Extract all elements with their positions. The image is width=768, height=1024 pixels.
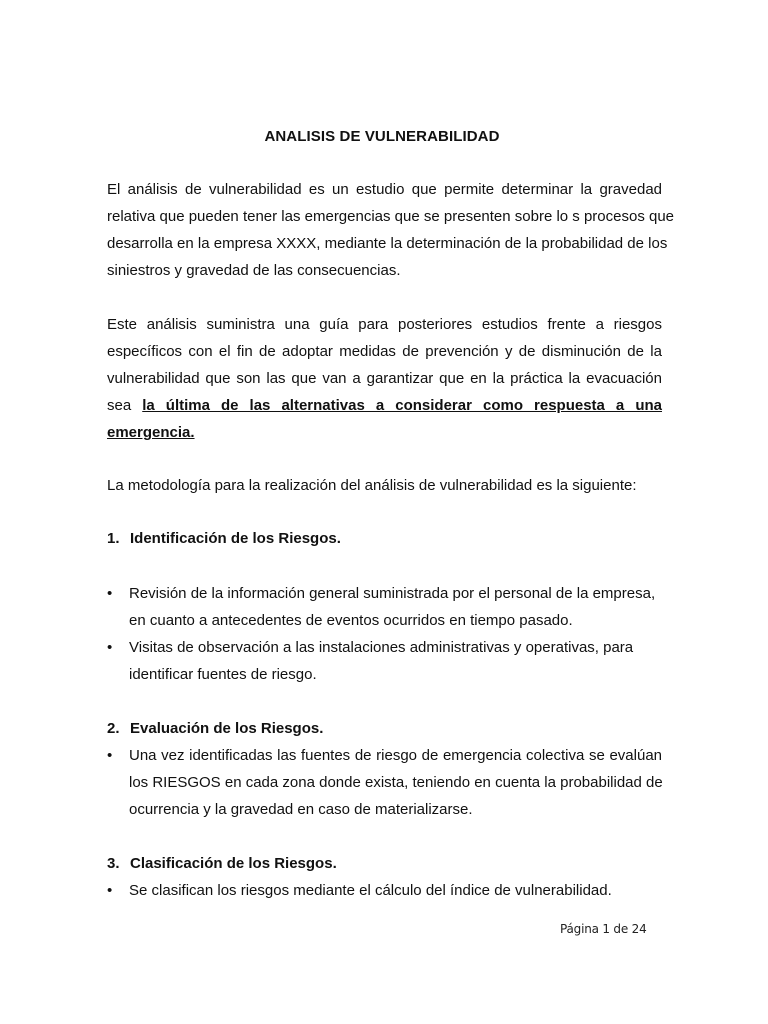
paragraph-intro — [107, 176, 675, 284]
bullet-list-classification — [107, 877, 662, 904]
bullet-icon: • — [107, 882, 113, 899]
paragraph-line: siniestros y gravedad de las consecuencias. — [107, 262, 401, 279]
paragraph-line: Este análisis suministra una guía para posteriores estudios frente a riesgos — [107, 316, 662, 333]
paragraph-line-emphasis — [107, 392, 662, 419]
list-item-line: ocurrencia y la gravedad en caso de materializarse. — [129, 801, 473, 818]
section-heading-identification — [107, 525, 341, 552]
paragraph-line: El análisis de vulnerabilidad es un estudio que permite determinar la gravedad — [107, 181, 662, 198]
list-item-line: Se clasifican los riesgos mediante el cálculo del índice de vulnerabilidad. — [129, 882, 612, 899]
section-title: Clasificación de los Riesgos. — [130, 855, 337, 872]
bullet-list-evaluation — [107, 742, 662, 823]
list-item-line: los RIESGOS en cada zona donde exista, teniendo en cuenta la probabilidad de — [129, 774, 663, 791]
emphasis-text: emergencia. — [107, 424, 195, 441]
line-prefix: sea — [107, 397, 143, 414]
bullet-icon: • — [107, 639, 113, 656]
section-number: 3. — [107, 855, 120, 872]
emphasis-text: la última de las alternativas a considerar como respuesta a una — [142, 397, 662, 414]
document-title: ANALISIS DE VULNERABILIDAD — [264, 128, 500, 145]
list-item-line: Una vez identificadas las fuentes de riesgo de emergencia colectiva se evalúan — [129, 747, 662, 764]
paragraph-methodology — [107, 472, 662, 499]
list-item-line: en cuanto a antecedentes de eventos ocurridos en tiempo pasado. — [129, 612, 573, 629]
bullet-icon: • — [107, 585, 113, 602]
bullet-list-identification — [107, 580, 662, 688]
paragraph-line: desarrolla en la empresa XXXX, mediante la determinación de la probabilidad de los — [107, 235, 668, 252]
list-item-line: identificar fuentes de riesgo. — [129, 666, 317, 683]
section-heading-classification — [107, 850, 337, 877]
bullet-icon: • — [107, 747, 113, 764]
section-title: Evaluación de los Riesgos. — [130, 720, 324, 737]
paragraph-line: La metodología para la realización del análisis de vulnerabilidad es la siguiente: — [107, 477, 637, 494]
list-item-line: Visitas de observación a las instalaciones administrativas y operativas, para — [129, 639, 634, 656]
paragraph-line: específicos con el fin de adoptar medidas de prevención y de disminución de la — [107, 343, 662, 360]
paragraph-line: relativa que pueden tener las emergencias que se presenten sobre lo s procesos que — [107, 208, 675, 225]
list-item — [107, 634, 662, 688]
paragraph-line-emphasis — [107, 419, 662, 446]
section-title: Identificación de los Riesgos. — [130, 530, 341, 547]
section-number: 1. — [107, 530, 120, 547]
list-item-line: Revisión de la información general suministrada por el personal de la empresa, — [129, 585, 656, 602]
section-heading-evaluation — [107, 715, 323, 742]
list-item — [107, 877, 662, 904]
page-number: Página 1 de 24 — [560, 922, 647, 936]
section-number: 2. — [107, 720, 120, 737]
paragraph-guide — [107, 311, 662, 446]
list-item — [107, 580, 662, 634]
paragraph-line: vulnerabilidad que son las que van a garantizar que en la práctica la evacuación — [107, 370, 662, 387]
list-item — [107, 742, 662, 823]
